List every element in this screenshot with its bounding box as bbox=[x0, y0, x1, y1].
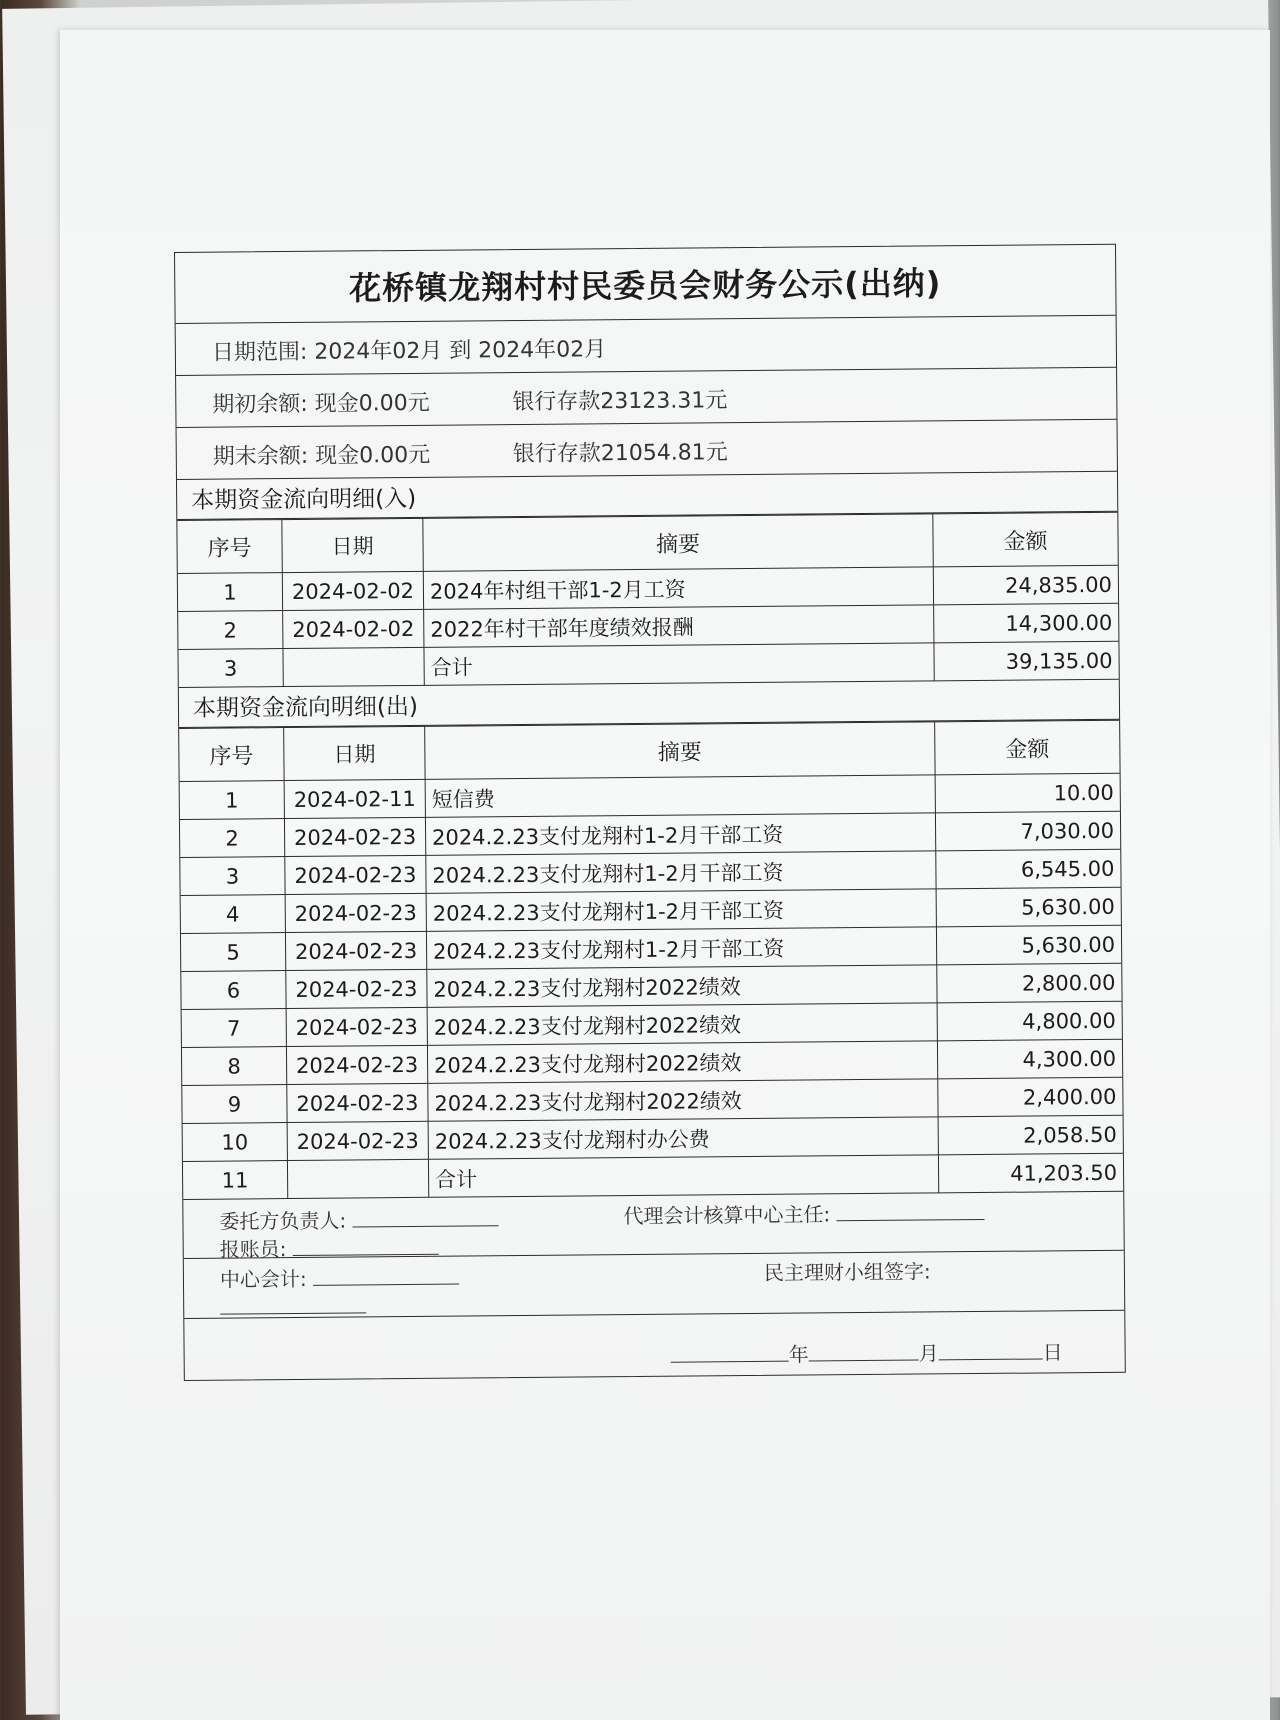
header-date: 日期 bbox=[282, 518, 423, 572]
month-line bbox=[809, 1342, 919, 1362]
header-no: 序号 bbox=[179, 728, 284, 782]
income-section-title: 本期资金流向明细(入) bbox=[177, 472, 1117, 520]
row-summary: 2024.2.23支付龙翔村1-2月干部工资 bbox=[426, 927, 936, 969]
row-amount: 2,800.00 bbox=[937, 963, 1122, 1003]
row-no: 7 bbox=[182, 1009, 287, 1048]
row-summary: 2024.2.23支付龙翔村1-2月干部工资 bbox=[426, 889, 936, 931]
row-date: 2024-02-02 bbox=[283, 609, 424, 648]
row-date bbox=[287, 1159, 428, 1198]
row-no: 2 bbox=[180, 819, 285, 858]
row-date: 2024-02-23 bbox=[286, 1045, 427, 1084]
row-amount: 2,400.00 bbox=[938, 1077, 1123, 1117]
opening-balance-row bbox=[176, 368, 1116, 428]
row-summary: 2024.2.23支付龙翔村2022绩效 bbox=[427, 1003, 937, 1045]
bookkeeper-label: 报账员: bbox=[219, 1237, 287, 1262]
row-summary: 2024.2.23支付龙翔村2022绩效 bbox=[427, 1041, 937, 1083]
row-amount: 39,135.00 bbox=[934, 641, 1119, 681]
row-no: 5 bbox=[181, 933, 286, 972]
row-summary: 2024.2.23支付龙翔村1-2月干部工资 bbox=[426, 851, 936, 893]
row-date bbox=[283, 647, 424, 686]
year-label: 年 bbox=[788, 1342, 809, 1367]
row-summary: 2024.2.23支付龙翔村2022绩效 bbox=[428, 1079, 938, 1121]
header-amount: 金额 bbox=[933, 512, 1118, 567]
bookkeeper-line bbox=[293, 1236, 439, 1256]
day-label: 日 bbox=[1042, 1340, 1063, 1365]
row-summary: 合计 bbox=[428, 1155, 938, 1197]
row-date: 2024-02-23 bbox=[286, 969, 427, 1008]
row-summary: 短信费 bbox=[425, 775, 935, 817]
date-range-row bbox=[176, 316, 1116, 376]
row-amount: 7,030.00 bbox=[935, 811, 1120, 851]
row-no: 3 bbox=[180, 857, 285, 896]
row-date: 2024-02-23 bbox=[284, 817, 425, 856]
agency-director-line bbox=[836, 1201, 984, 1221]
signature-area bbox=[183, 1192, 1125, 1380]
row-no: 6 bbox=[181, 971, 286, 1010]
expense-section-title: 本期资金流向明细(出) bbox=[179, 680, 1119, 728]
row-amount: 2,058.50 bbox=[938, 1115, 1123, 1155]
row-amount: 24,835.00 bbox=[933, 565, 1118, 605]
center-accountant-signature bbox=[220, 1262, 459, 1293]
header-no: 序号 bbox=[177, 520, 282, 574]
agency-director-label: 代理会计核算中心主任: bbox=[623, 1202, 831, 1229]
row-date: 2024-02-23 bbox=[285, 931, 426, 970]
row-amount: 5,630.00 bbox=[936, 887, 1121, 927]
row-no: 1 bbox=[180, 781, 285, 820]
row-amount: 4,300.00 bbox=[937, 1039, 1122, 1079]
finance-disclosure-form bbox=[174, 244, 1126, 1381]
closing-cash: 期末余额: 现金0.00元 bbox=[212, 442, 431, 470]
year-line bbox=[671, 1343, 789, 1363]
income-header-row bbox=[177, 512, 1117, 573]
row-amount: 14,300.00 bbox=[934, 603, 1119, 643]
date-signature bbox=[671, 1336, 1063, 1368]
row-amount: 6,545.00 bbox=[936, 849, 1121, 889]
date-range: 日期范围: 2024年02月 到 2024年02月 bbox=[211, 337, 607, 366]
client-head-line bbox=[352, 1207, 498, 1227]
finance-group-label: 民主理财小组签字: bbox=[763, 1259, 931, 1285]
row-summary: 2024.2.23支付龙翔村2022绩效 bbox=[427, 965, 937, 1007]
expense-header-row bbox=[179, 720, 1119, 781]
row-date: 2024-02-02 bbox=[282, 571, 423, 610]
row-summary: 合计 bbox=[424, 643, 934, 685]
month-label: 月 bbox=[918, 1341, 939, 1366]
opening-bank: 银行存款23123.31元 bbox=[512, 388, 728, 416]
row-no: 8 bbox=[182, 1047, 287, 1086]
row-summary: 2024.2.23支付龙翔村办公费 bbox=[428, 1117, 938, 1159]
row-amount: 41,203.50 bbox=[938, 1153, 1123, 1193]
row-amount: 5,630.00 bbox=[936, 925, 1121, 965]
expense-table bbox=[179, 720, 1123, 1200]
row-date: 2024-02-23 bbox=[286, 1007, 427, 1046]
client-head-label: 委托方负责人: bbox=[219, 1208, 347, 1234]
income-table bbox=[177, 512, 1118, 688]
header-date: 日期 bbox=[284, 726, 425, 780]
day-line bbox=[939, 1340, 1043, 1360]
row-date: 2024-02-23 bbox=[287, 1083, 428, 1122]
opening-cash: 期初余额: 现金0.00元 bbox=[212, 390, 430, 418]
agency-director-signature bbox=[623, 1197, 984, 1229]
row-date: 2024-02-11 bbox=[284, 779, 425, 818]
center-accountant-label: 中心会计: bbox=[219, 1266, 307, 1292]
closing-balance-row bbox=[177, 420, 1117, 480]
client-head-signature bbox=[219, 1203, 498, 1234]
row-amount: 4,800.00 bbox=[937, 1001, 1122, 1041]
row-no: 10 bbox=[183, 1123, 288, 1162]
row-summary: 2022年村干部年度绩效报酬 bbox=[424, 605, 934, 647]
row-no: 3 bbox=[178, 649, 283, 688]
closing-bank: 银行存款21054.81元 bbox=[512, 440, 728, 468]
row-summary: 2024年村组干部1-2月工资 bbox=[423, 567, 933, 609]
row-no: 11 bbox=[183, 1161, 288, 1200]
row-date: 2024-02-23 bbox=[285, 855, 426, 894]
row-no: 2 bbox=[178, 611, 283, 650]
row-summary: 2024.2.23支付龙翔村1-2月干部工资 bbox=[425, 813, 935, 855]
row-date: 2024-02-23 bbox=[287, 1121, 428, 1160]
form-title: 花桥镇龙翔村村民委员会财务公示(出纳) bbox=[175, 245, 1116, 324]
row-no: 1 bbox=[178, 573, 283, 612]
header-summary: 摘要 bbox=[425, 722, 935, 779]
row-no: 4 bbox=[181, 895, 286, 934]
row-amount: 10.00 bbox=[935, 773, 1120, 813]
row-date: 2024-02-23 bbox=[285, 893, 426, 932]
header-summary: 摘要 bbox=[423, 514, 933, 571]
header-amount: 金额 bbox=[935, 720, 1120, 775]
row-no: 9 bbox=[182, 1085, 287, 1124]
center-accountant-line bbox=[313, 1266, 459, 1286]
